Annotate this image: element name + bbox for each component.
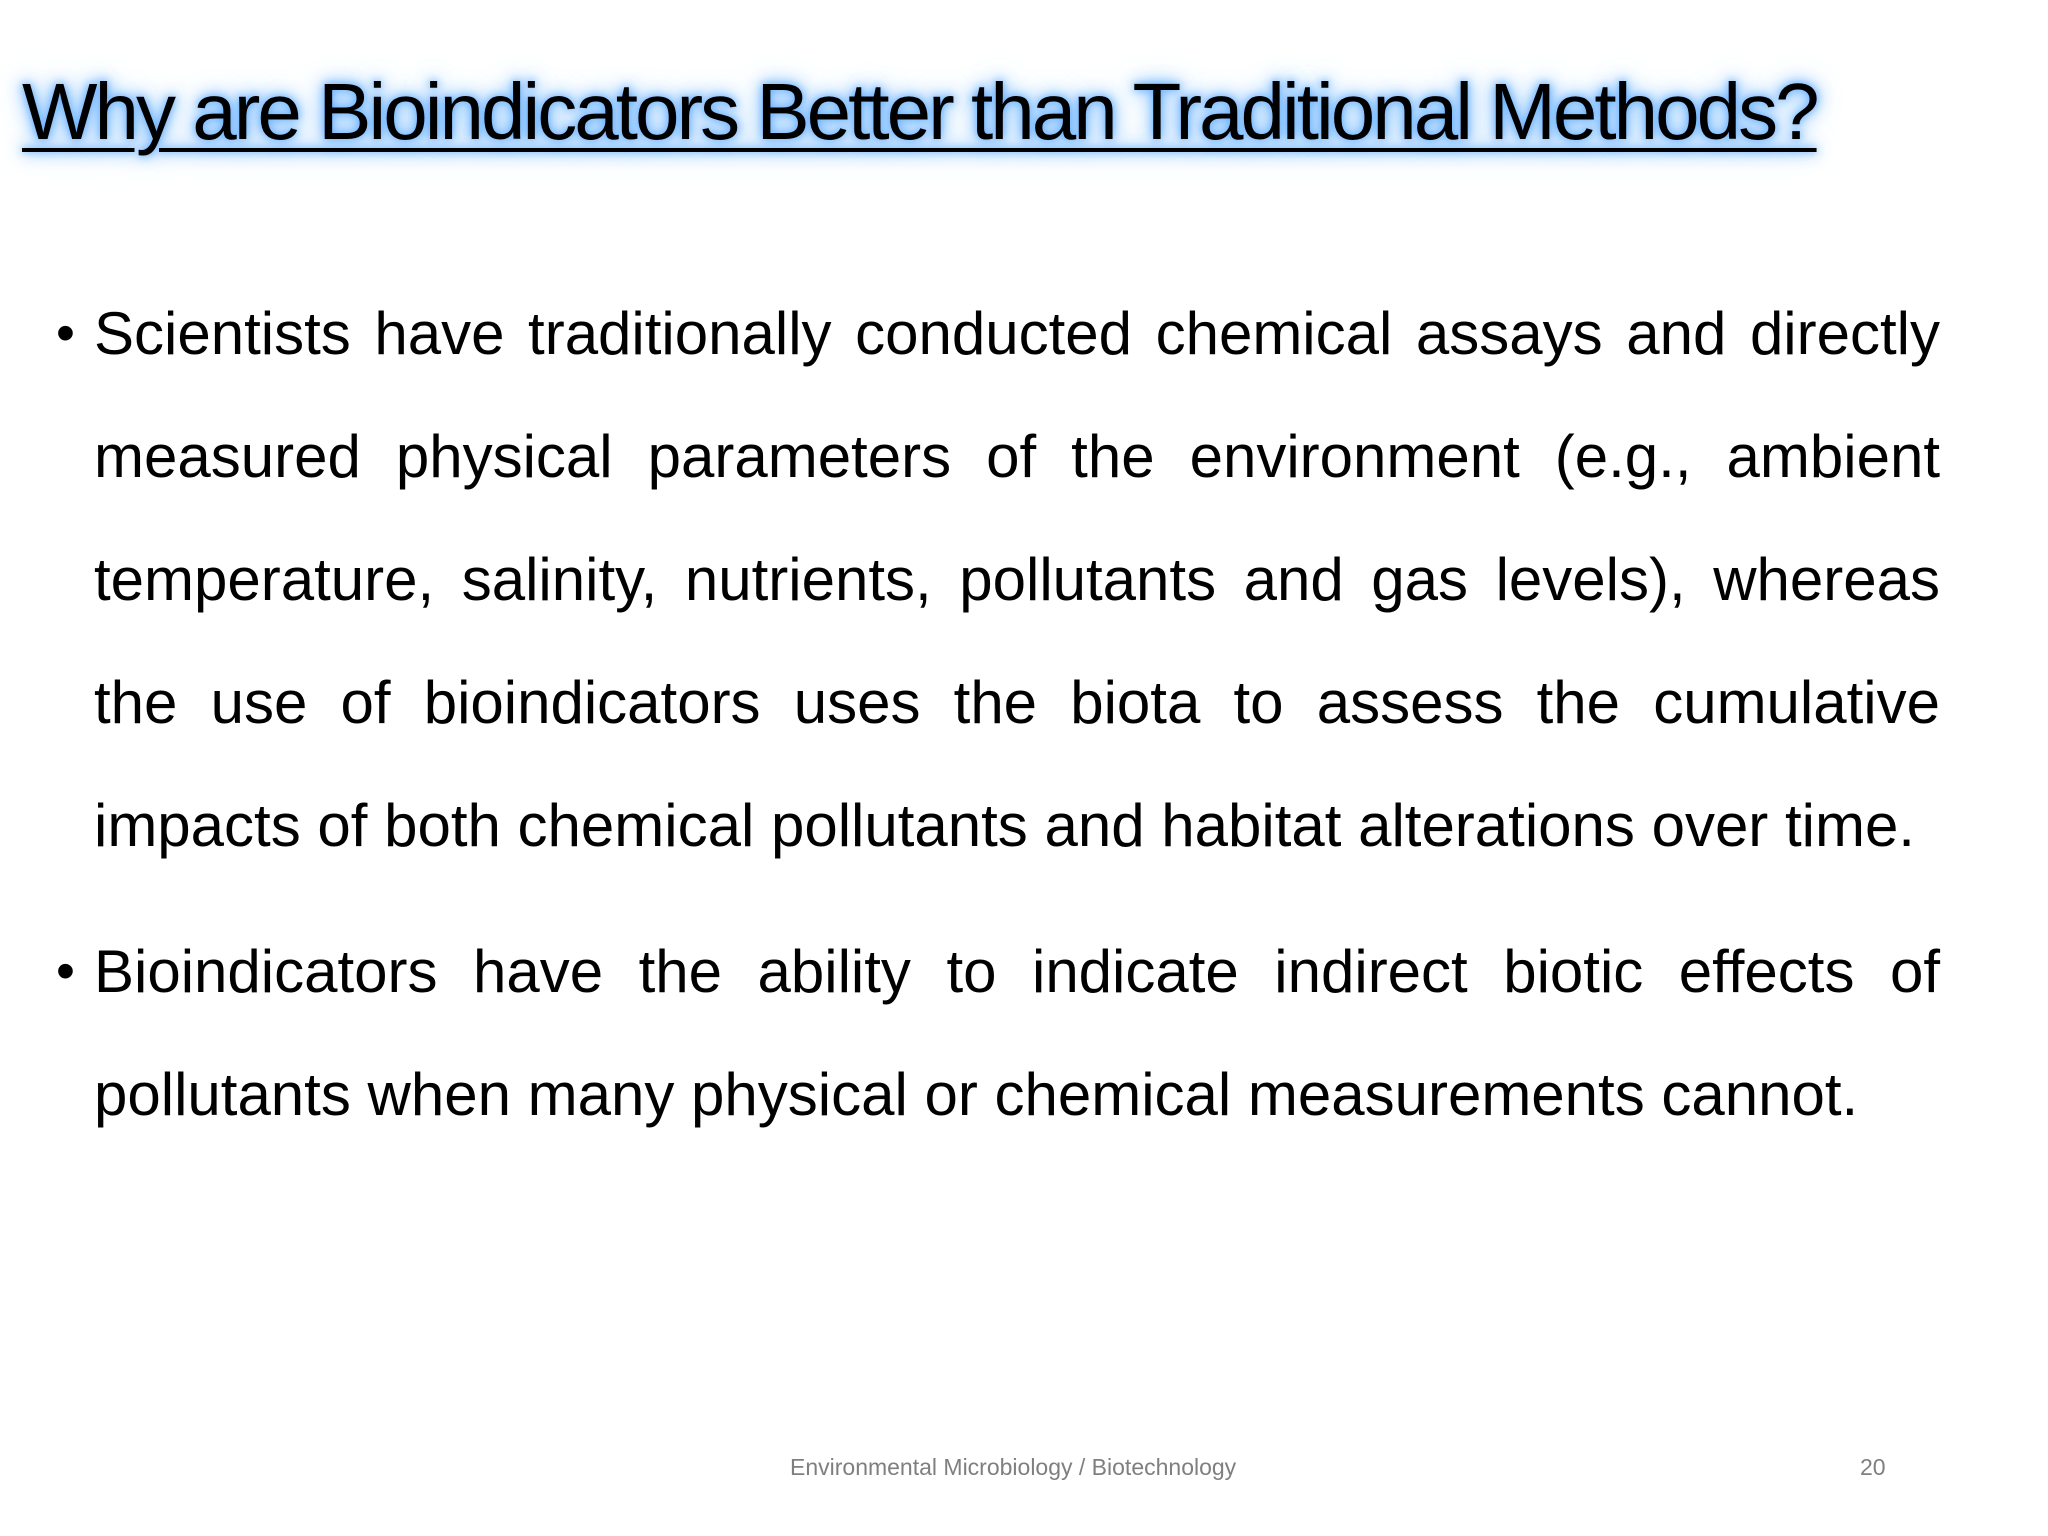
bullet-marker: • [56, 941, 75, 1001]
bullet-text: Bioindicators have the ability to indicate indirect biotic effects of pollutants when many physical or chemical measurements cannot. [94, 938, 1940, 1128]
page-number: 20 [1860, 1454, 1886, 1480]
bullet-item [56, 910, 1940, 1156]
slide-title: Why are Bioindicators Better than Traditional Methods? [22, 67, 1817, 156]
bullet-list [56, 272, 1940, 1156]
bullet-marker: • [56, 303, 75, 363]
slide-footer: Environmental Microbiology / Biotechnology [790, 1454, 1237, 1480]
bullet-item [56, 272, 1940, 887]
bullet-text: Scientists have traditionally conducted chemical assays and directly measured physical parameters of the environment (e.g., ambient temperature, salinity, nutrients, pollutants and gas levels), whereas the use of bioindicators uses the biota to assess the cumulative impacts of both chemical pollutants and habitat alterations over time. [94, 300, 1940, 859]
